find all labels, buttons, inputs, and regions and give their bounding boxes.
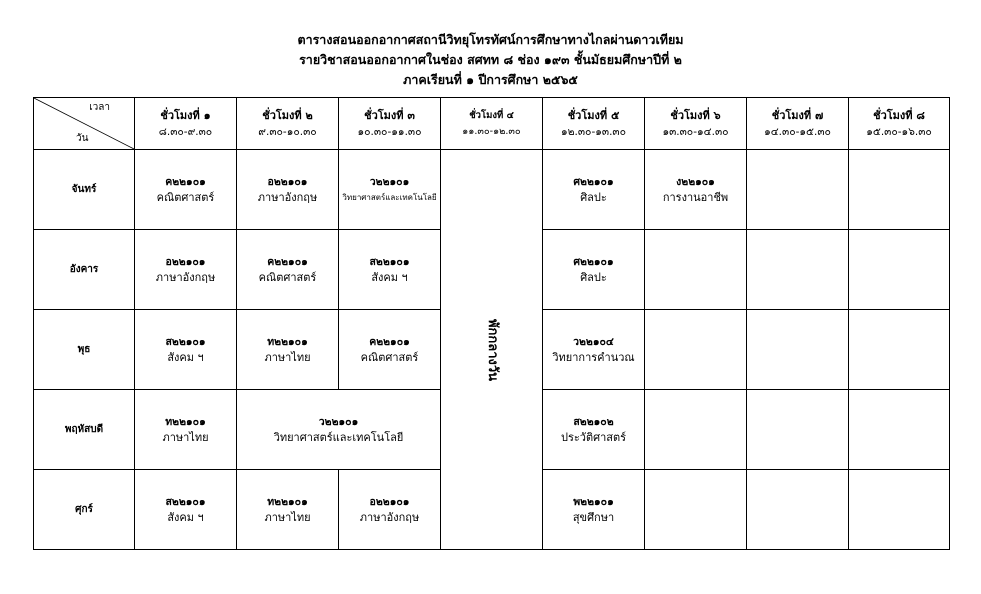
course-subject: สุขศึกษา — [572, 510, 615, 524]
class-cell — [645, 150, 747, 230]
course-subject: ภาษาอังกฤษ — [257, 190, 318, 204]
day-label-cell — [34, 230, 135, 310]
period-header-1 — [135, 98, 237, 150]
period-time: ๙.๓๐-๑๐.๓๐ — [258, 125, 317, 138]
period-header-7 — [747, 98, 849, 150]
course-code: ส๒๒๑๐๑ — [369, 255, 410, 268]
course-code: ท๒๒๑๐๑ — [165, 415, 206, 428]
empty-cell — [645, 310, 747, 390]
course-subject: สังคม ฯ — [167, 510, 204, 524]
period-header-2 — [237, 98, 339, 150]
period-name: ชั่วโมงที่ ๔ — [469, 109, 514, 121]
period-time: ๑๕.๓๐-๑๖.๓๐ — [866, 125, 932, 138]
class-cell — [237, 310, 339, 390]
course-code: อ๒๒๑๐๑ — [267, 175, 308, 188]
course-subject: ประวัติศาสตร์ — [560, 430, 627, 444]
period-time: ๑๑.๓๐-๑๒.๓๐ — [462, 125, 521, 137]
course-subject: สังคม ฯ — [167, 350, 204, 364]
class-cell — [135, 390, 237, 470]
period-name: ชั่วโมงที่ ๕ — [567, 108, 620, 122]
period-header-6 — [645, 98, 747, 150]
class-cell — [543, 310, 645, 390]
course-subject: ภาษาไทย — [162, 430, 209, 444]
day-row-monday — [34, 150, 950, 230]
title-line-2: รายวิชาสอนออกอากาศในช่อง สศทท ๘ ช่อง ๑๙๓ ชั้นมัธยมศึกษาปีที่ ๒ — [299, 52, 682, 67]
class-cell — [135, 150, 237, 230]
period-time: ๑๐.๓๐-๑๑.๓๐ — [357, 125, 422, 138]
period-name: ชั่วโมงที่ ๖ — [670, 108, 721, 122]
period-name: ชั่วโมงที่ ๗ — [771, 108, 824, 122]
empty-cell — [747, 150, 849, 230]
class-cell — [339, 470, 441, 550]
lunch-break-label: พักกลางวัน — [484, 318, 500, 381]
course-code: ค๒๒๑๐๑ — [165, 175, 206, 188]
day-label: พุธ — [77, 344, 91, 355]
class-cell — [339, 150, 441, 230]
day-label: ศุกร์ — [75, 504, 93, 515]
title-line-1: ตารางสอนออกอากาศสถานีวิทยุโทรทัศน์การศึกษาทางไกลผ่านดาวเทียม — [297, 32, 684, 47]
title-line-3: ภาคเรียนที่ ๑ ปีการศึกษา ๒๕๖๕ — [403, 72, 578, 87]
course-subject: คณิตศาสตร์ — [258, 270, 317, 284]
course-code: ค๒๒๑๐๑ — [267, 255, 308, 268]
day-label-cell — [34, 470, 135, 550]
course-code: ง๒๒๑๐๑ — [676, 175, 715, 188]
course-code: ส๒๒๑๐๑ — [165, 335, 206, 348]
empty-cell — [747, 390, 849, 470]
course-subject: สังคม ฯ — [371, 270, 408, 284]
page-title-block — [0, 30, 981, 90]
course-subject: วิทยาการคำนวณ — [552, 350, 635, 364]
course-code: อ๒๒๑๐๑ — [369, 495, 410, 508]
empty-cell — [645, 470, 747, 550]
course-subject: ศิลปะ — [580, 270, 607, 284]
period-header-8 — [849, 98, 950, 150]
period-header-3 — [339, 98, 441, 150]
period-name: ชั่วโมงที่ ๑ — [160, 108, 211, 122]
class-cell — [543, 390, 645, 470]
lunch-break-cell — [441, 150, 543, 550]
empty-cell — [747, 470, 849, 550]
period-time: ๘.๓๐-๙.๓๐ — [158, 125, 213, 138]
course-subject: วิทยาศาสตร์และเทคโนโลยี — [342, 192, 437, 202]
course-code: อ๒๒๑๐๑ — [165, 255, 206, 268]
empty-cell — [747, 310, 849, 390]
course-subject: ภาษาอังกฤษ — [155, 270, 216, 284]
course-code: ส๒๒๑๐๒ — [573, 415, 614, 428]
course-subject: ภาษาไทย — [264, 510, 311, 524]
course-subject: ภาษาไทย — [264, 350, 311, 364]
class-cell — [237, 150, 339, 230]
class-cell-double — [237, 390, 441, 470]
empty-cell — [849, 390, 950, 470]
day-label-cell — [34, 150, 135, 230]
empty-cell — [849, 470, 950, 550]
course-code: ศ๒๒๑๐๑ — [573, 255, 614, 268]
course-subject: ศิลปะ — [580, 190, 607, 204]
course-subject: วิทยาศาสตร์และเทคโนโลยี — [273, 430, 404, 444]
class-cell — [543, 230, 645, 310]
course-subject: คณิตศาสตร์ — [156, 190, 215, 204]
course-code: ส๒๒๑๐๑ — [165, 495, 206, 508]
header-row — [34, 98, 950, 150]
day-label: พฤหัสบดี — [64, 424, 104, 435]
class-cell — [135, 310, 237, 390]
empty-cell — [849, 310, 950, 390]
period-header-5 — [543, 98, 645, 150]
course-code: ค๒๒๑๐๑ — [369, 335, 410, 348]
period-time: ๑๓.๓๐-๑๔.๓๐ — [662, 125, 729, 138]
corner-cell — [34, 98, 135, 150]
course-subject: ภาษาอังกฤษ — [359, 510, 420, 524]
time-axis-label: เวลา — [89, 102, 110, 113]
class-cell — [339, 310, 441, 390]
empty-cell — [747, 230, 849, 310]
period-header-4 — [441, 98, 543, 150]
day-label: จันทร์ — [71, 184, 97, 195]
class-cell — [339, 230, 441, 310]
empty-cell — [645, 390, 747, 470]
course-code: ว๒๒๑๐๑ — [369, 175, 410, 188]
class-cell — [135, 470, 237, 550]
period-time: ๑๔.๓๐-๑๕.๓๐ — [764, 125, 831, 138]
period-name: ชั่วโมงที่ ๒ — [262, 108, 313, 122]
day-axis-label: วัน — [76, 133, 89, 144]
class-cell — [237, 230, 339, 310]
period-name: ชั่วโมงที่ ๓ — [364, 108, 415, 122]
course-code: พ๒๒๑๐๑ — [573, 495, 614, 508]
class-cell — [543, 470, 645, 550]
empty-cell — [849, 150, 950, 230]
course-code: ศ๒๒๑๐๑ — [573, 175, 614, 188]
day-label: อังคาร — [69, 264, 99, 275]
empty-cell — [849, 230, 950, 310]
course-subject: คณิตศาสตร์ — [360, 350, 419, 364]
class-cell — [135, 230, 237, 310]
course-code: ว๒๒๑๐๑ — [318, 415, 359, 428]
class-cell — [237, 470, 339, 550]
timetable — [33, 97, 950, 550]
class-cell — [543, 150, 645, 230]
course-code: ท๒๒๑๐๑ — [267, 335, 308, 348]
course-code: ว๒๒๑๐๔ — [573, 335, 614, 348]
course-code: ท๒๒๑๐๑ — [267, 495, 308, 508]
period-time: ๑๒.๓๐-๑๓.๓๐ — [560, 125, 627, 138]
empty-cell — [645, 230, 747, 310]
period-name: ชั่วโมงที่ ๘ — [873, 108, 925, 122]
course-subject: การงานอาชีพ — [662, 190, 729, 204]
day-label-cell — [34, 390, 135, 470]
day-label-cell — [34, 310, 135, 390]
